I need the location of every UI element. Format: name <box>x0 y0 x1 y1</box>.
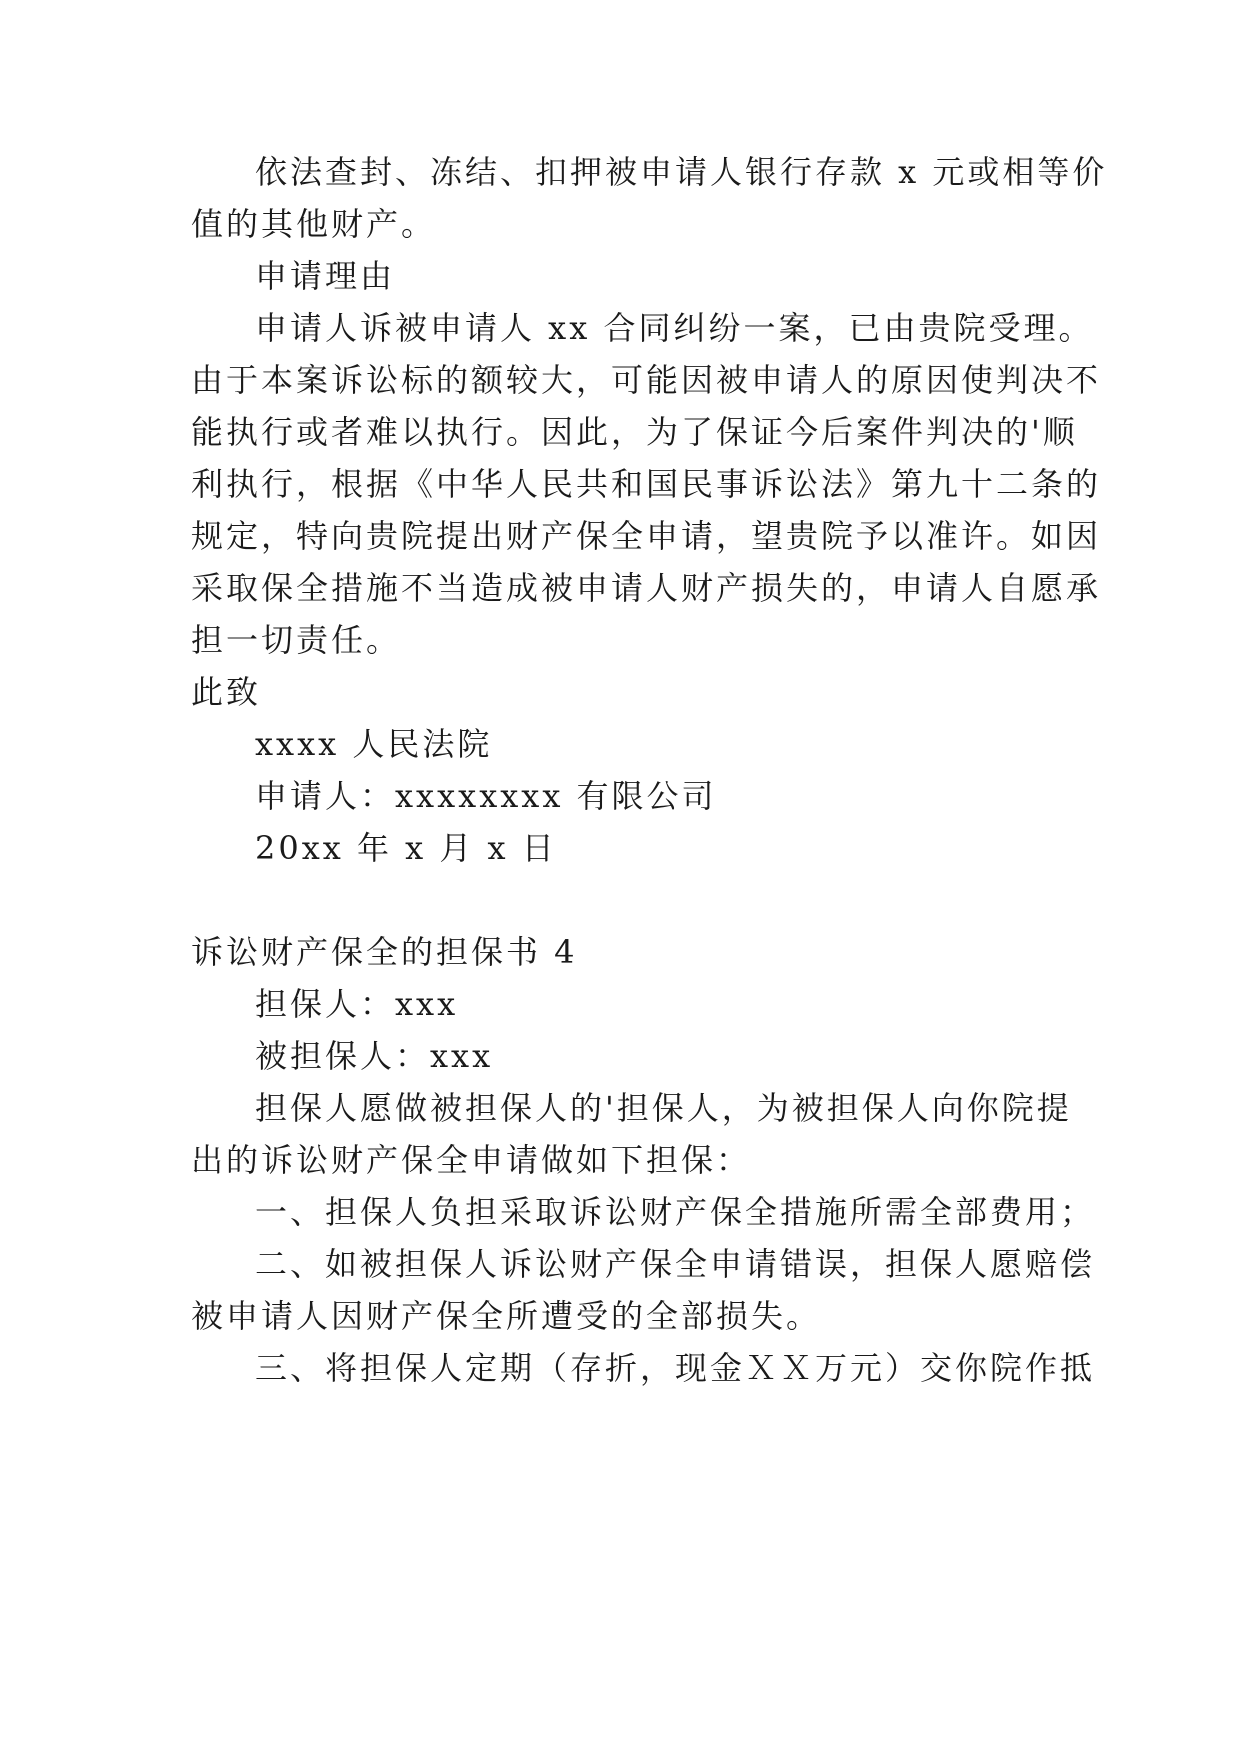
list-item: 二、如被担保人诉讼财产保全申请错误，担保人愿赔偿 <box>255 1245 1096 1283</box>
body-line: 由于本案诉讼标的额较大，可能因被申请人的原因使判决不 <box>191 361 1102 399</box>
body-line: 值的其他财产。 <box>191 205 437 243</box>
body-line: 依法查封、冻结、扣押被申请人银行存款 x 元或相等价 <box>255 153 1108 191</box>
applicant-signature: 申请人：xxxxxxxx 有限公司 <box>255 777 717 815</box>
date-line: 20xx 年 x 月 x 日 <box>255 829 557 867</box>
body-line: 能执行或者难以执行。因此，为了保证今后案件判决的'顺 <box>191 413 1078 451</box>
salutation: 此致 <box>191 673 262 711</box>
court-name: xxxx 人民法院 <box>255 725 493 763</box>
section-heading: 申请理由 <box>255 257 396 295</box>
body-line: 采取保全措施不当造成被申请人财产损失的，申请人自愿承 <box>191 569 1102 607</box>
section-title: 诉讼财产保全的担保书 4 <box>191 933 578 971</box>
body-line: 出的诉讼财产保全申请做如下担保： <box>191 1141 752 1179</box>
body-line: 利执行，根据《中华人民共和国民事诉讼法》第九十二条的 <box>191 465 1102 503</box>
body-line: 担一切责任。 <box>191 621 402 659</box>
guaranteed-party-line: 被担保人：xxx <box>255 1037 494 1075</box>
body-line: 规定，特向贵院提出财产保全申请，望贵院予以准许。如因 <box>191 517 1102 555</box>
list-item: 三、将担保人定期（存折，现金ＸＸ万元）交你院作抵 <box>255 1349 1096 1387</box>
list-item: 一、担保人负担采取诉讼财产保全措施所需全部费用； <box>255 1193 1096 1231</box>
body-line: 担保人愿做被担保人的'担保人，为被担保人向你院提 <box>255 1089 1072 1127</box>
body-line: 申请人诉被申请人 xx 合同纠纷一案，已由贵院受理。 <box>255 309 1094 347</box>
guarantor-line: 担保人：xxx <box>255 985 459 1023</box>
body-line: 被申请人因财产保全所遭受的全部损失。 <box>191 1297 822 1335</box>
